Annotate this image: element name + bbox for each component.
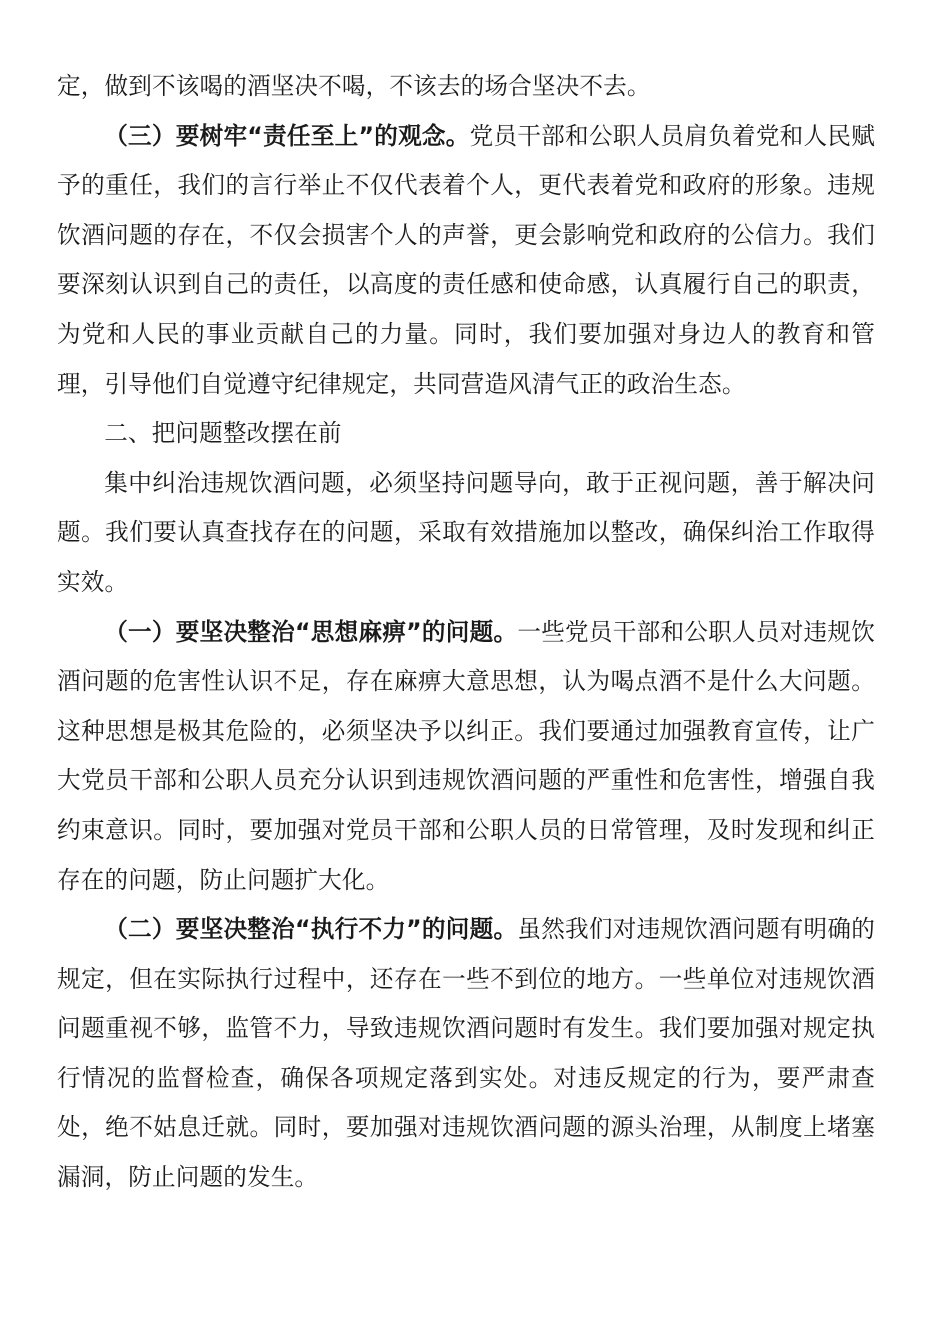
paragraph-complacency [57, 608, 875, 906]
paragraph-rectification-intro: 集中纠治违规饮酒问题，必须坚持问题导向，敢于正视问题，善于解决问题。我们要认真查找存在的问题，采取有效措施加以整改，确保纠治工作取得实效。 [57, 468, 875, 596]
body-complacency: 一些党员干部和公职人员对违规饮酒问题的危害性认识不足，存在麻痹大意思想，认为喝点酒不是什么大问题。这种思想是极其危险的，必须坚决予以纠正。我们要通过加强教育宣传，让广大党员干部和公职人员充分认识到违规饮酒问题的严重性和危害性，增强自我约束意识。同时，要加强对党员干部和公职人员的日常管理，及时发现和纠正存在的问题，防止问题扩大化。 [57, 617, 876, 894]
body-responsibility: 党员干部和公职人员肩负着党和人民赋予的重任，我们的言行举止不仅代表着个人，更代表着党和政府的形象。违规饮酒问题的存在，不仅会损害个人的声誉，更会影响党和政府的公信力。我们要深刻认识到自己的责任，以高度的责任感和使命感，认真履行自己的职责，为党和人民的事业贡献自己的力量。同时，我们要加强对身边人的教育和管理，引导他们自觉遵守纪律规定，共同营造风清气正的政治生态。 [57, 121, 875, 398]
paragraph-continuation: 定，做到不该喝的酒坚决不喝，不该去的场合坚决不去。 [57, 72, 651, 100]
subheading-complacency: （一）要坚决整治“思想麻痹”的问题。 [104, 617, 518, 646]
subheading-responsibility: （三）要树牢“责任至上”的观念。 [104, 121, 470, 150]
document-page [57, 62, 875, 1203]
section-heading-rectification: 二、把问题整改摆在前 [104, 419, 342, 448]
paragraph-responsibility [57, 112, 875, 410]
body-enforcement: 虽然我们对违规饮酒问题有明确的规定，但在实际执行过程中，还存在一些不到位的地方。一些单位对违规饮酒问题重视不够，监管不力，导致违规饮酒问题时有发生。我们要加强对规定执行情况的监督检查，确保各项规定落到实处。对违反规定的行为，要严肃查处，绝不姑息迁就。同时，要加强对违规饮酒问题的源头治理，从制度上堵塞漏洞，防止问题的发生。 [57, 915, 876, 1192]
paragraph-enforcement [57, 905, 875, 1203]
subheading-enforcement: （二）要坚决整治“执行不力”的问题。 [104, 915, 518, 944]
